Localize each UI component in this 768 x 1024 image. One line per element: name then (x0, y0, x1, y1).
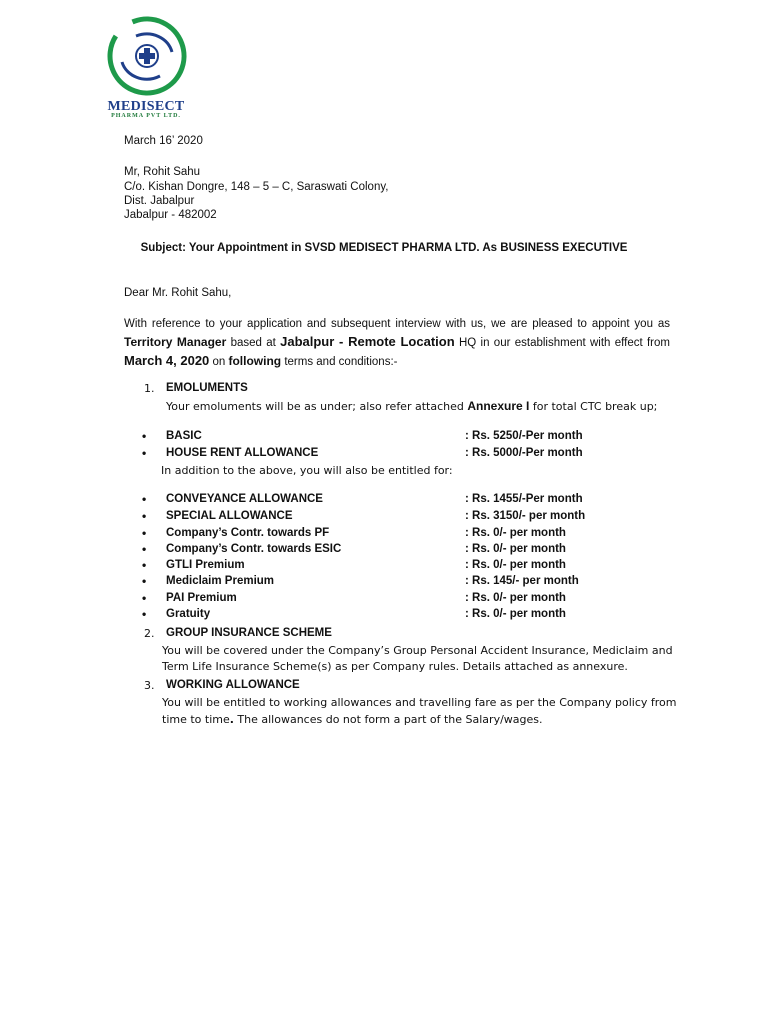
pay-item-amount: : Rs. 5000/-Per month (465, 447, 583, 459)
pay-item-label: Gratuity (166, 608, 211, 620)
pay-item-amount: : Rs. 3150/- per month (465, 510, 586, 522)
pay-item-amount: : Rs. 0/- per month (465, 527, 566, 539)
emoluments-intro-text: for total CTC break up; (532, 400, 658, 413)
letter-subject: Subject: Your Appointment in SVSD MEDISECT PHARMA LTD. As BUSINESS EXECUTIVE (140, 242, 628, 254)
role-title: Territory Manager (124, 335, 227, 349)
pay-item-amount: : Rs. 145/- per month (465, 575, 579, 587)
pay-item-amount: : Rs. 0/- per month (465, 543, 566, 555)
intro-text: on (212, 356, 226, 368)
pay-item-amount: : Rs. 0/- per month (465, 559, 566, 571)
bullet: • (142, 429, 147, 443)
intro-text: terms and conditions:- (284, 356, 398, 368)
bullet: • (142, 492, 147, 506)
intro-text: based at (230, 337, 276, 349)
address-line: Jabalpur - 482002 (124, 209, 217, 221)
bullet: • (142, 574, 147, 588)
pay-item-label: Mediclaim Premium (166, 575, 275, 587)
annexure-reference: Annexure I (467, 399, 530, 413)
pay-item-label: SPECIAL ALLOWANCE (166, 510, 293, 522)
pay-item-amount: : Rs. 0/- per month (465, 608, 566, 620)
intro-text: With reference to your application and subsequent interview with us, we are pleased to appoint you as (124, 318, 670, 330)
pay-item-label: GTLI Premium (166, 559, 245, 571)
pay-item-amount: : Rs. 1455/-Per month (465, 493, 583, 505)
bullet: • (142, 558, 147, 572)
intro-following: following (228, 354, 282, 368)
intro-paragraph (124, 315, 670, 371)
addition-note: In addition to the above, you will also be entitled for: (161, 464, 453, 477)
pay-item-label: HOUSE RENT ALLOWANCE (166, 447, 319, 459)
bullet: • (142, 526, 147, 540)
section-number: 2. (144, 627, 155, 640)
pay-item-amount: : Rs. 5250/-Per month (465, 430, 583, 442)
pay-item-amount: : Rs. 0/- per month (465, 592, 566, 604)
pay-item-label: BASIC (166, 430, 202, 442)
working-allowance-text-2 (162, 712, 543, 729)
pay-item-label: Company’s Contr. towards ESIC (166, 543, 342, 555)
insurance-text: Term Life Insurance Scheme(s) as per Company rules. Details attached as annexure. (162, 660, 628, 673)
bullet: • (142, 509, 147, 523)
emoluments-intro-text: Your emoluments will be as under; also refer attached (166, 400, 464, 413)
logo-brand-name: MEDISECT (107, 99, 185, 114)
bullet: • (142, 446, 147, 460)
bullet: • (142, 542, 147, 556)
working-text-part: The allowances do not form a part of the Salary/wages. (233, 713, 543, 726)
pay-item-label: CONVEYANCE ALLOWANCE (166, 493, 323, 505)
address-line: C/o. Kishan Dongre, 148 – 5 – C, Saraswati Colony, (124, 181, 389, 193)
letter-date: March 16’ 2020 (124, 135, 203, 147)
section-heading: EMOLUMENTS (166, 382, 248, 394)
bullet: • (142, 607, 147, 621)
working-text-part: time to time (162, 713, 230, 726)
work-location: Jabalpur - Remote Location (280, 334, 455, 349)
section-heading: WORKING ALLOWANCE (166, 679, 300, 691)
insurance-text: You will be covered under the Company’s Group Personal Accident Insurance, Mediclaim and (162, 644, 673, 657)
pay-item-label: PAI Premium (166, 592, 237, 604)
section-number: 3. (144, 679, 155, 692)
salutation: Dear Mr. Rohit Sahu, (124, 287, 232, 299)
pay-item-label: Company’s Contr. towards PF (166, 527, 330, 539)
logo-brand-subtitle: PHARMA PVT LTD. (111, 113, 181, 119)
address-line: Dist. Jabalpur (124, 195, 195, 207)
address-line: Mr, Rohit Sahu (124, 166, 201, 178)
working-allowance-text: You will be entitled to working allowances and travelling fare as per the Company policy from (162, 696, 677, 709)
section-heading: GROUP INSURANCE SCHEME (166, 627, 332, 639)
emoluments-intro (166, 398, 657, 416)
working-text-part: . (229, 713, 234, 726)
start-date: March 4, 2020 (124, 353, 210, 368)
intro-text: HQ in our establishment with effect from (458, 337, 670, 349)
bullet: • (142, 591, 147, 605)
section-number: 1. (144, 382, 155, 395)
